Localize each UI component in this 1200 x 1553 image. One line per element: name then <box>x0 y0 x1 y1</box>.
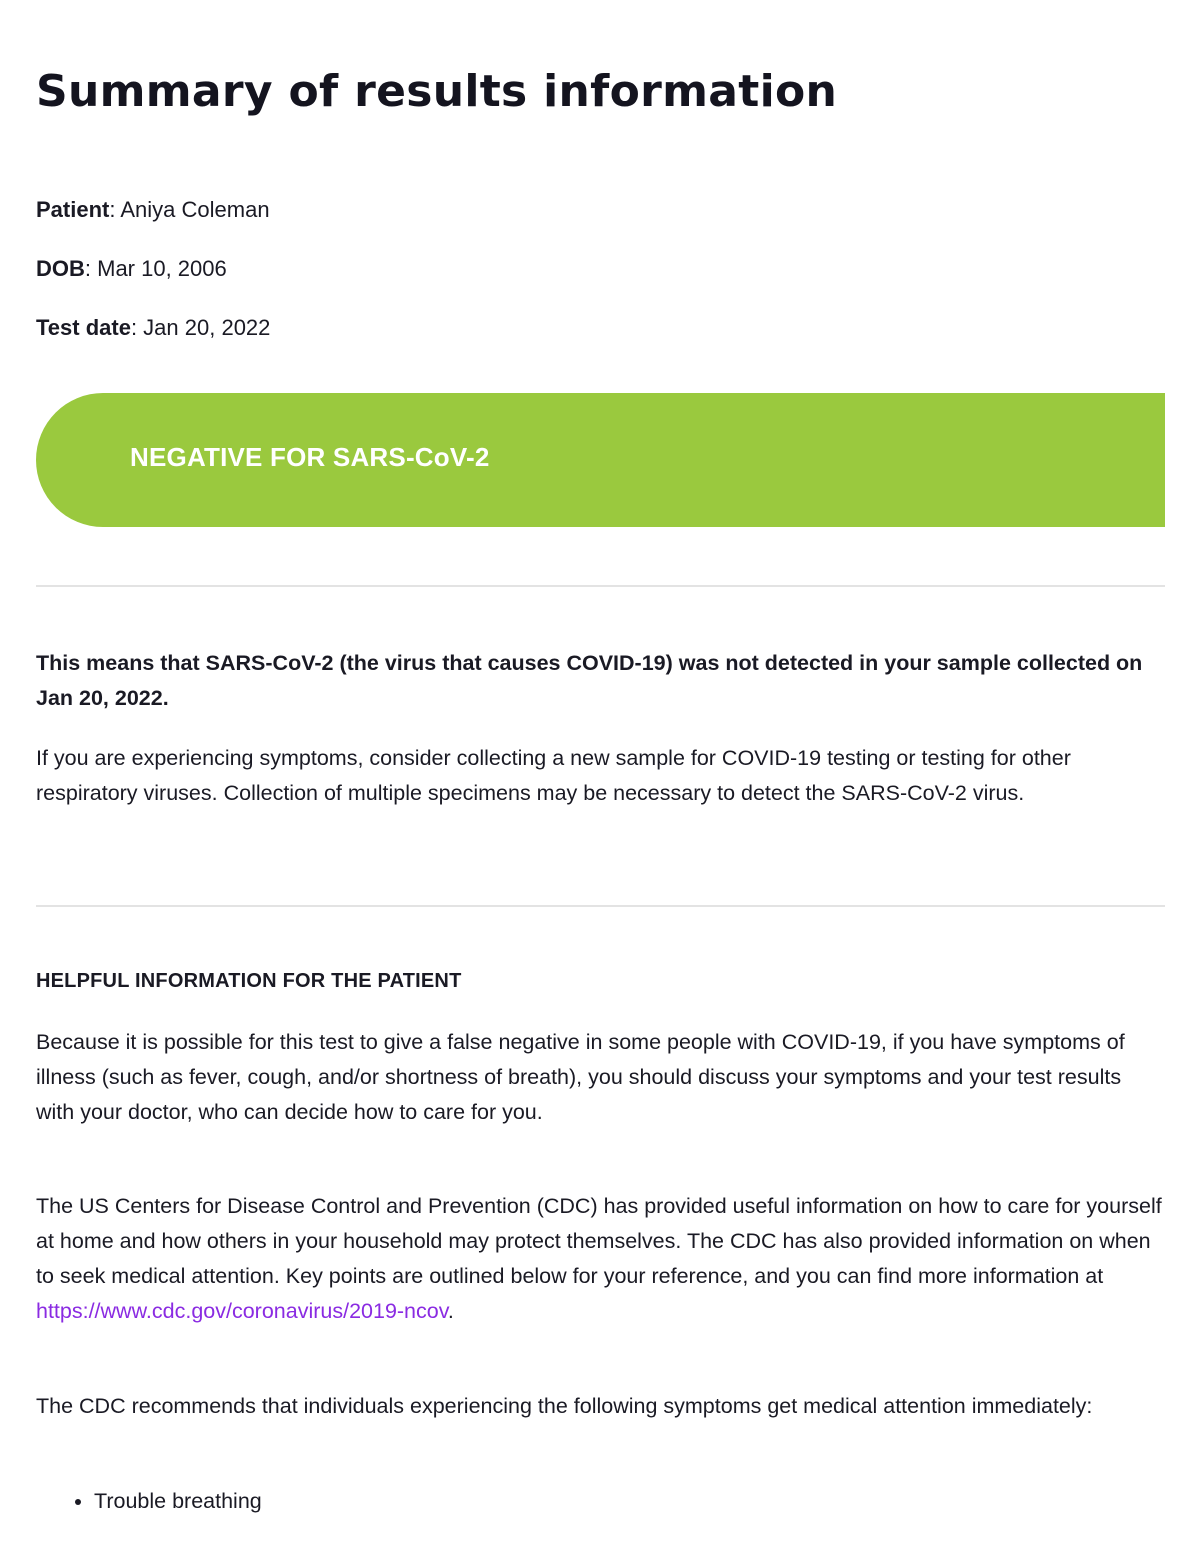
patient-label: Patient <box>36 197 110 222</box>
cdc-link[interactable]: https://www.cdc.gov/coronavirus/2019-ncov <box>36 1299 448 1323</box>
list-item: • Trouble breathing <box>94 1484 262 1519</box>
result-advice: If you are experiencing symptoms, consider collecting a new sample for COVID-19 testing or testing for other respiratory viruses. Collection of multiple specimens may be necessary to detect the SARS-CoV-2 virus. <box>36 746 1071 805</box>
cdc-info-paragraph <box>36 1189 1165 1329</box>
result-banner <box>36 393 1165 527</box>
dob-label: DOB <box>36 256 85 281</box>
cdc-info-text: The US Centers for Disease Control and Prevention (CDC) has provided useful information on how to care for yourself at home and how others in your household may protect themselves. The CDC has also provided information on when to seek medical attention. Key points are outlined below for your reference, and you can find more information at <box>36 1194 1162 1288</box>
test-date-value: : Jan 20, 2022 <box>130 315 271 340</box>
patient-name: : Aniya Coleman <box>109 197 270 222</box>
divider <box>36 905 1165 907</box>
page-title: Summary of results information <box>36 66 838 117</box>
test-date-label: Test date <box>36 315 131 340</box>
dob-value: : Mar 10, 2006 <box>84 256 227 281</box>
result-label: NEGATIVE FOR SARS-CoV-2 <box>130 442 490 472</box>
test-date-line <box>36 315 270 341</box>
false-negative-paragraph: Because it is possible for this test to give a false negative in some people with COVID-19, if you have symptoms of illness (such as fever, cough, and/or shortness of breath), you should discuss your symptoms and your test results with your doctor, who can decide how to care for you. <box>36 1030 1125 1124</box>
helpful-info-heading: HELPFUL INFORMATION FOR THE PATIENT <box>36 970 462 992</box>
patient-name-line <box>36 197 270 223</box>
cdc-recommendation-paragraph: The CDC recommends that individuals experiencing the following symptoms get medical attention immediately: <box>36 1394 1093 1418</box>
result-summary: This means that SARS-CoV-2 (the virus that causes COVID-19) was not detected in your sample collected on Jan 20, 2022. <box>36 651 1143 710</box>
divider <box>36 585 1165 587</box>
symptom-list <box>36 1484 262 1519</box>
link-suffix: . <box>447 1299 454 1323</box>
dob-line <box>36 256 227 282</box>
